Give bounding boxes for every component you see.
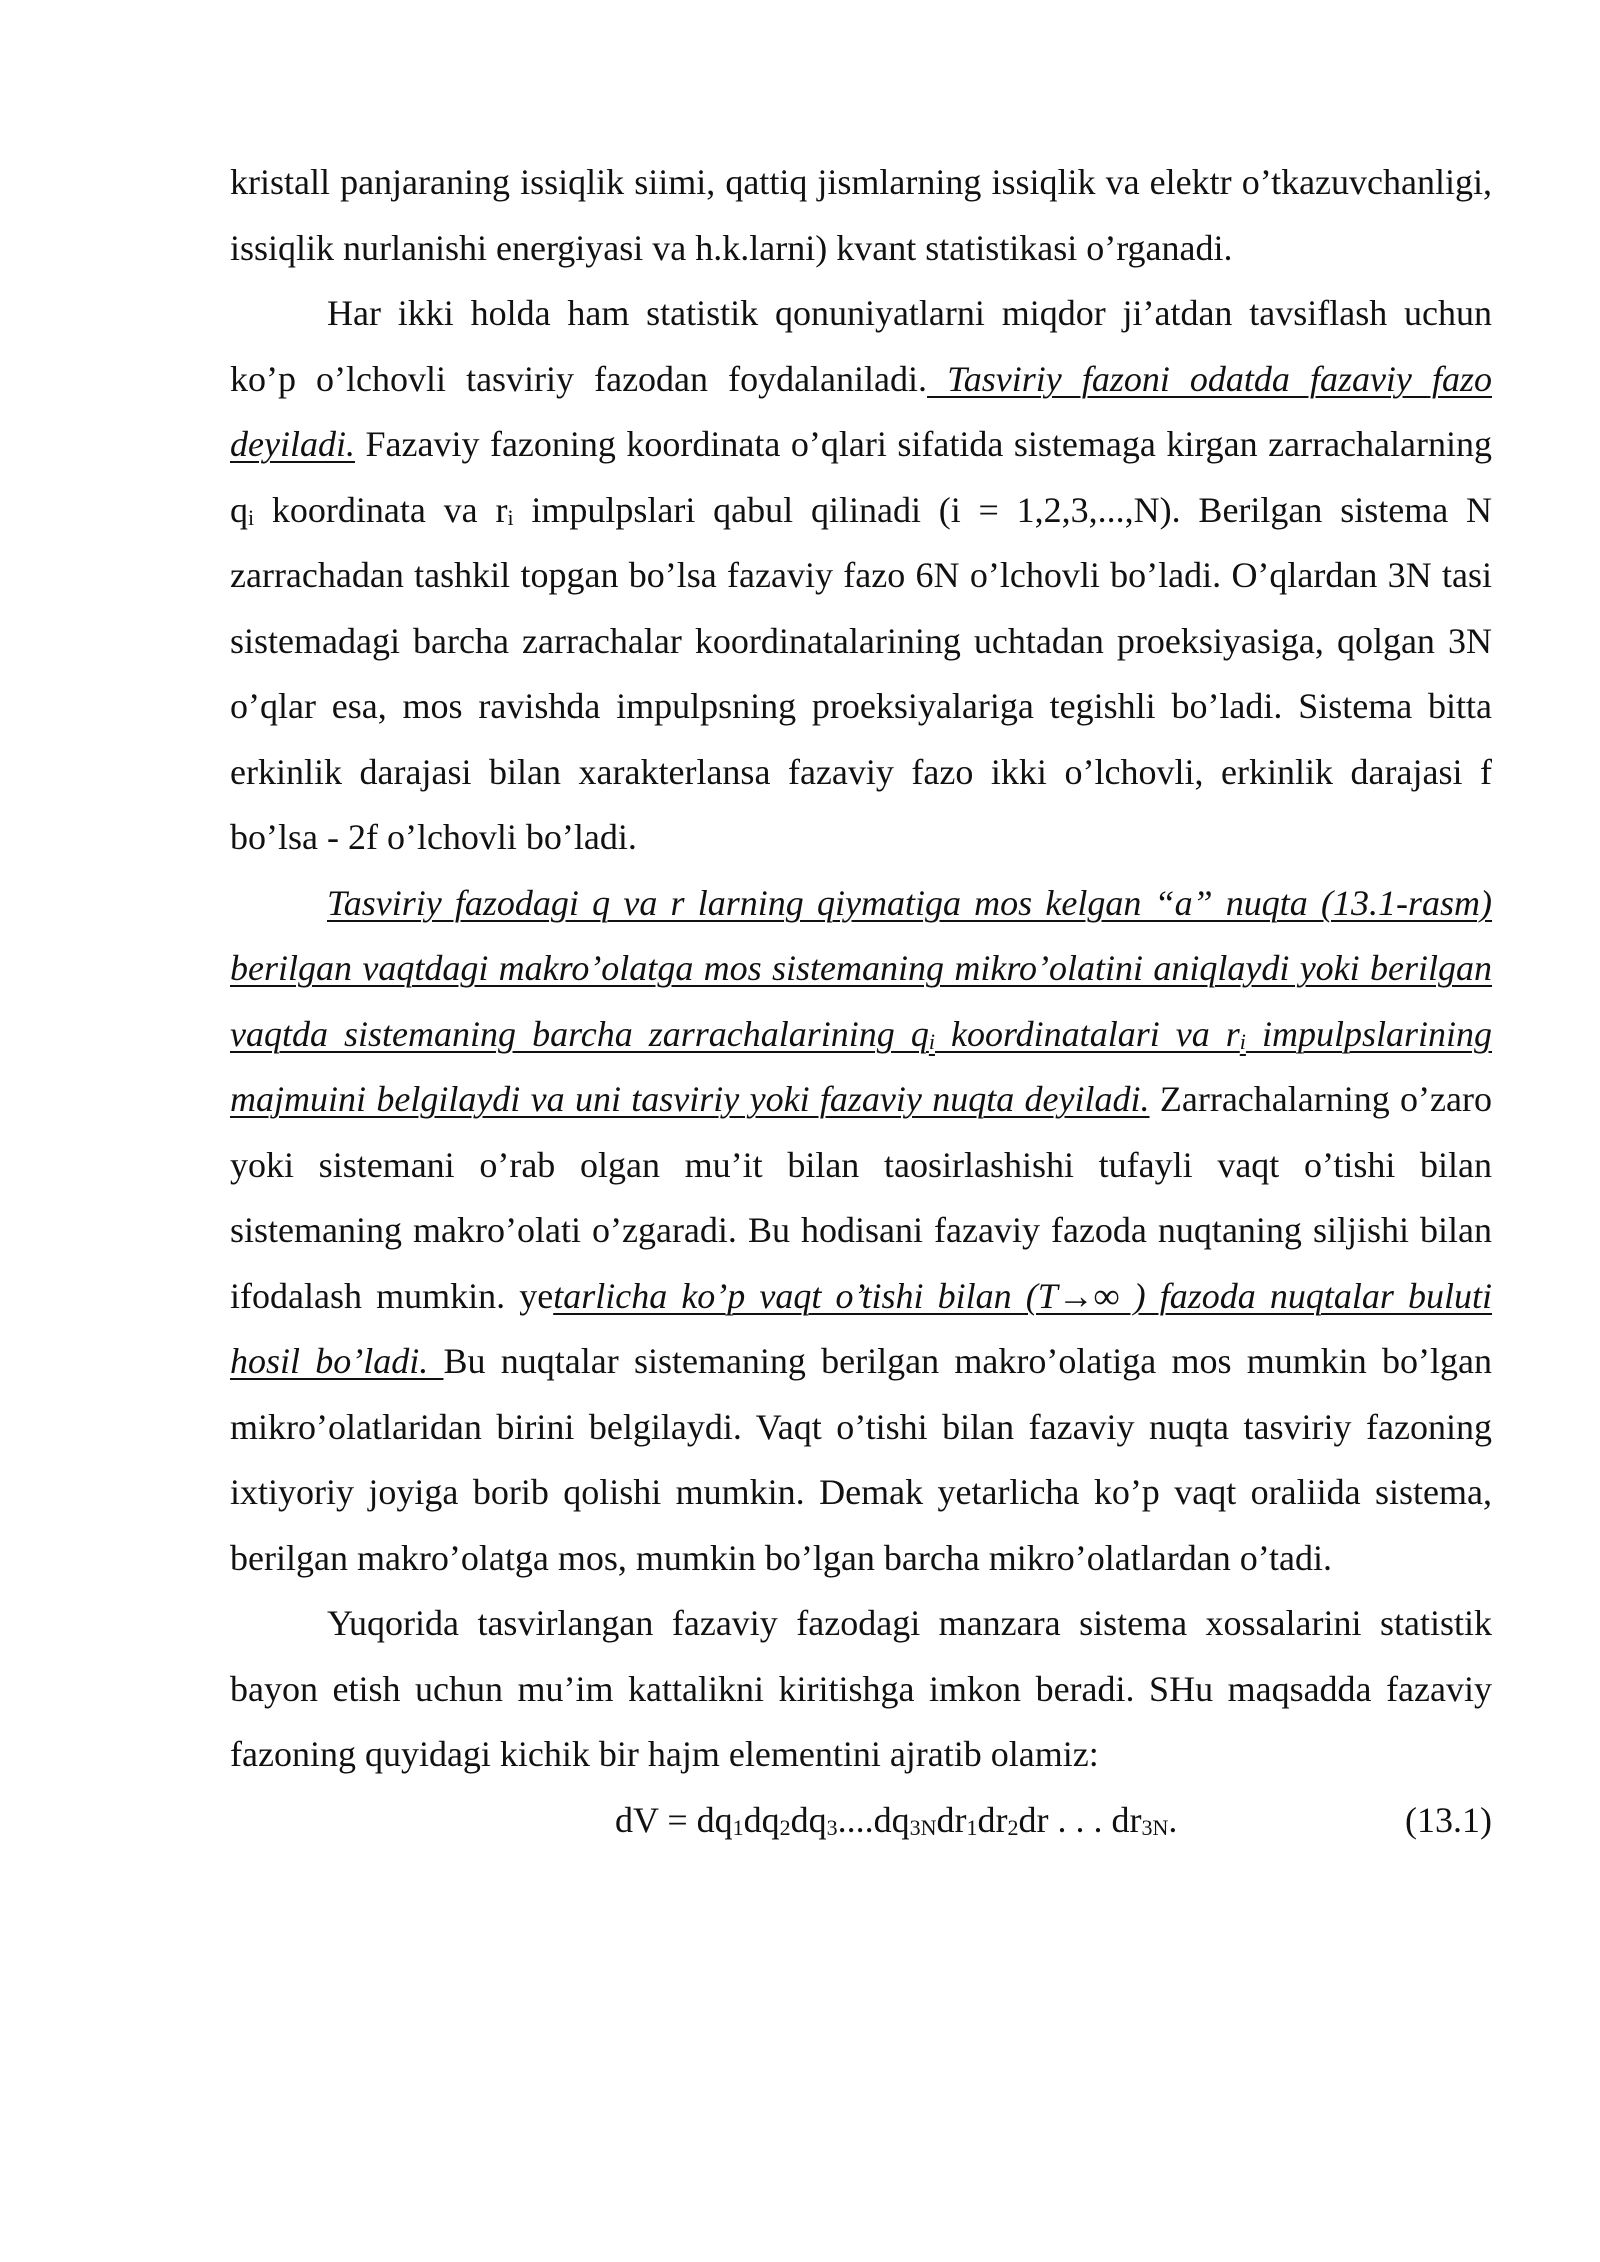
paragraph-2-sentence-3b: koordinata va r xyxy=(254,489,508,530)
equation-13-1 xyxy=(230,1788,1492,1854)
document-page xyxy=(230,150,1492,1853)
paragraph-3 xyxy=(230,871,1492,1592)
subscript-i: i xyxy=(248,504,255,530)
paragraph-3-text-2: Bu nuqtalar sistemaning berilgan makro’olatiga mos mumkin bo’lgan mikro’olatlaridan birini belgilaydi. Vaqt o’tishi bilan fazaviy nuqta tasviriy fazoning ixtiyoriy joyiga borib qolishi mumkin. Demak yetarlicha ko’p vaqt oraliida sistema, berilgan makro’olatga mos, mumkin bo’lgan barcha mikro’olatlardan o’tadi. xyxy=(230,1341,1492,1578)
definition-point-cloud: tarlicha ko’p vaqt o’tishi bilan (T→∞ ) fazoda nuqtalar buluti hosil bo’ladi. xyxy=(230,1275,1492,1381)
subscript-i: i xyxy=(1239,1028,1246,1054)
paragraph-2-sentence-3a: Fazaviy fazoning koordinata o’qlari sifatida sistemaga kirgan zarrachalarning q xyxy=(230,424,1492,530)
definition-phase-point-3: impulpslarining majmuini belgilaydi va uni tasviriy yoki fazaviy nuqta deyiladi. xyxy=(230,1013,1492,1119)
paragraph-2 xyxy=(230,281,1492,871)
paragraph-4-text: Yuqorida tasvirlangan fazaviy fazodagi manzara sistema xossalarini statistik bayon etish uchun mu’im kattalikni kiritishga imkon beradi. SHu maqsadda fazaviy fazoning quyidagi kichik bir hajm elementini ajratib olamiz: xyxy=(230,1603,1492,1774)
definition-phase-point-2: koordinatalari va r xyxy=(934,1013,1240,1054)
equation-body: dV = $dq_1dq_2dq_3....dq_{3N}dr_1dr_2dr$ . . . $dr_{3N}$. xyxy=(615,1799,1178,1840)
subscript-i: i xyxy=(928,1028,935,1054)
definition-phase-space: Tasviriy fazoni odatda fazaviy fazo deyiladi. xyxy=(230,358,1492,464)
paragraph-2-sentence-3c: impulpslari qabul qilinadi (i = 1,2,3,...,N). Berilgan sistema N zarrachadan tashkil topgan bo’lsa fazaviy fazo 6N o’lchovli bo’ladi. O’qlardan 3N tasi sistemadagi barcha zarrachalar koordinatalarining uchtadan proeksiyasiga, qolgan 3N o’qlar esa, mos ravishda impulpsning proeksiyalariga tegishli bo’ladi. Sistema bitta erkinlik darajasi bilan xarakterlansa fazaviy fazo ikki o’lchovli, erkinlik darajasi f bo’lsa - 2f o’lchovli bo’ladi. xyxy=(230,489,1492,857)
paragraph-4 xyxy=(230,1591,1492,1788)
paragraph-3-text-1: Zarrachalarning o’zaro yoki sistemani o’rab olgan mu’it bilan taosirlashishi tufayli vaqt o’tishi bilan sistemaning makro’olati o’zgaradi. Bu hodisani fazaviy fazoda nuqtaning siljishi bilan ifodalash mumkin. ye xyxy=(230,1079,1492,1316)
definition-phase-point-1: Tasviriy fazodagi q va r larning qiymatiga mos kelgan “a” nuqta (13.1-rasm) berilgan vaqtdagi makro’olatga mos sistemaning mikro’olatini aniqlaydi yoki berilgan vaqtda sistemaning barcha zarrachalarining q xyxy=(230,882,1492,1054)
paragraph-1-text: kristall panjaraning issiqlik siimi, qattiq jismlarning issiqlik va elektr o’tkazuvchanligi, issiqlik nurlanishi energiyasi va h.k.larni) kvant statistikasi o’rganadi. xyxy=(230,162,1492,268)
paragraph-1 xyxy=(230,150,1492,281)
paragraph-2-sentence-1: Har ikki holda ham statistik qonuniyatlarni miqdor ji’atdan tavsiflash uchun ko’p o’lchovli tasviriy fazodan foydalaniladi. xyxy=(230,293,1492,399)
subscript-i: i xyxy=(507,504,514,530)
equation-number: (13.1) xyxy=(1405,1799,1492,1840)
